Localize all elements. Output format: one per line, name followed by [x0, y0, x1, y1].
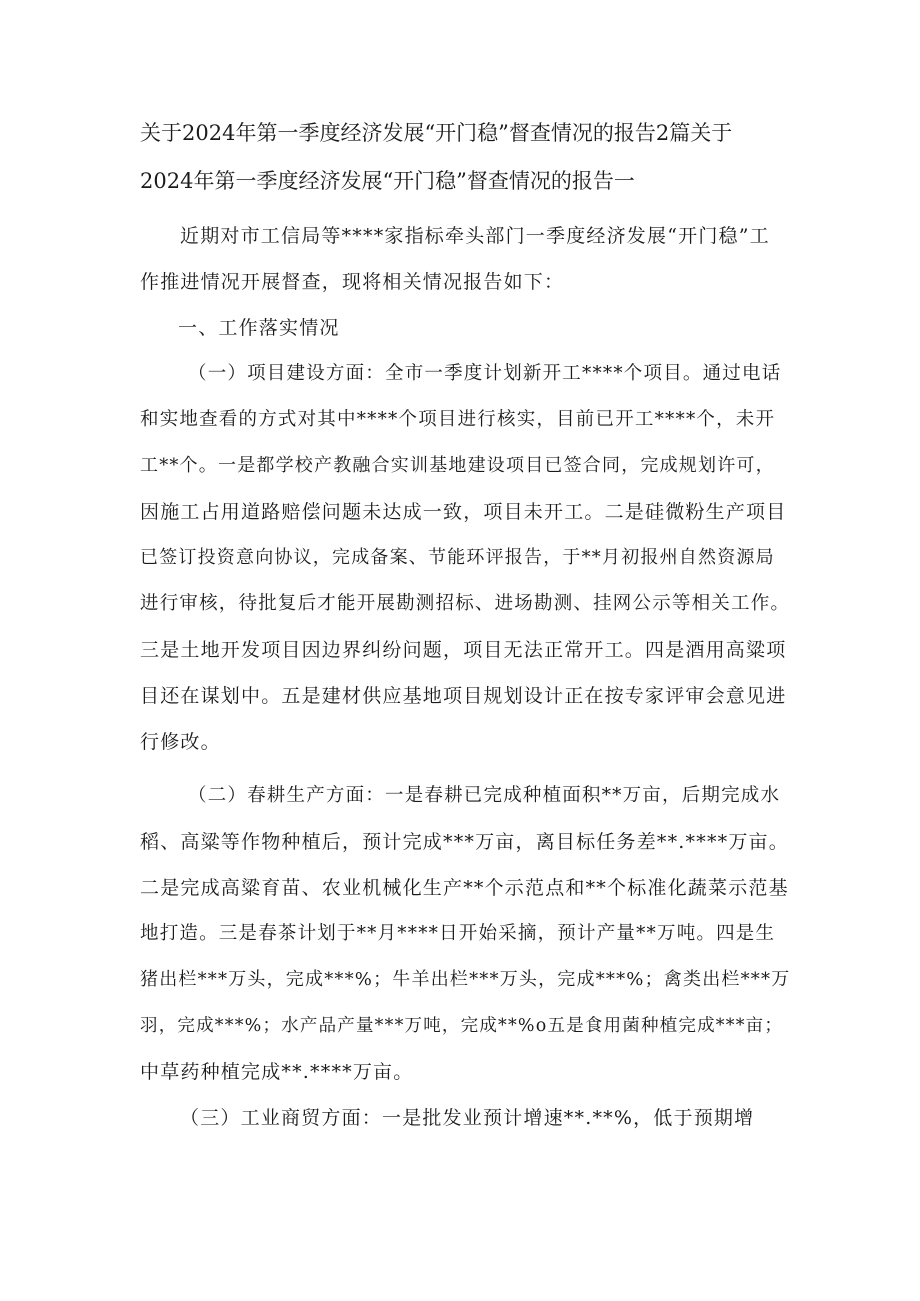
para2-line-3: 二是完成高粱育苗、农业机械化生产**个示范点和**个标准化蔬菜示范基: [140, 877, 789, 899]
para2-line-2: 稻、高粱等作物种植后，预计完成***万亩，离目标任务差**.****万亩。: [140, 831, 789, 853]
intro-line-2: 作推进情况开展督查，现将相关情况报告如下：: [140, 271, 565, 293]
intro-line-1: 近期对市工信局等****家指标牵头部门一季度经济发展“开门稳”工: [180, 225, 770, 247]
para3-line-1: （三）工业商贸方面：一是批发业预计增速**.**%，低于预期增: [180, 1107, 755, 1129]
para2-line-1: （二）春耕生产方面：一是春耕已完成种植面积**万亩，后期完成水: [188, 785, 781, 806]
para1-line-2: 和实地查看的方式对其中****个项目进行核实，目前已开工****个，未开: [140, 409, 776, 430]
para1-line-4: 因施工占用道路赔偿问题未达成一致，项目未开工。二是硅微粉生产项目: [140, 501, 787, 523]
para2-line-5: 猪出栏***万头，完成***%；牛羊出栏***万头，完成***%；禽类出栏***万: [140, 969, 791, 990]
document-title-line-2: 2024年第一季度经济发展“开门稳”督查情况的报告一: [140, 169, 635, 193]
para1-line-9: 行修改。: [140, 731, 221, 753]
para1-line-7: 三是土地开发项目因边界纠纷问题，项目无法正常开工。四是酒用高粱项: [140, 639, 787, 661]
para1-line-8: 目还在谋划中。五是建材供应基地项目规划设计正在按专家评审会意见进: [140, 685, 787, 707]
para1-line-5: 已签订投资意向协议，完成备案、节能环评报告，于**月初报州自然资源局: [140, 547, 775, 568]
para2-line-4: 地打造。三是春茶计划于**月****日开始采摘，预计产量**万吨。四是生: [140, 923, 776, 944]
para1-line-6: 进行审核，待批复后才能开展勘测招标、进场勘测、挂网公示等相关工作。: [140, 593, 791, 614]
para1-line-3: 工**个。一是都学校产教融合实训基地建设项目已签合同，完成规划许可，: [140, 455, 775, 476]
document-title-line-1: 关于2024年第一季度经济发展“开门稳”督查情况的报告2篇关于: [140, 121, 733, 145]
section-heading: 一、工作落实情况: [178, 317, 340, 339]
para2-line-6: 羽，完成***%；水产品产量***万吨，完成**%o五是食用菌种植完成***亩；: [140, 1016, 784, 1036]
para1-line-1: （一）项目建设方面：全市一季度计划新开工****个项目。通过电话: [188, 363, 782, 384]
para2-line-7: 中草药种植完成**.****万亩。: [140, 1061, 414, 1083]
